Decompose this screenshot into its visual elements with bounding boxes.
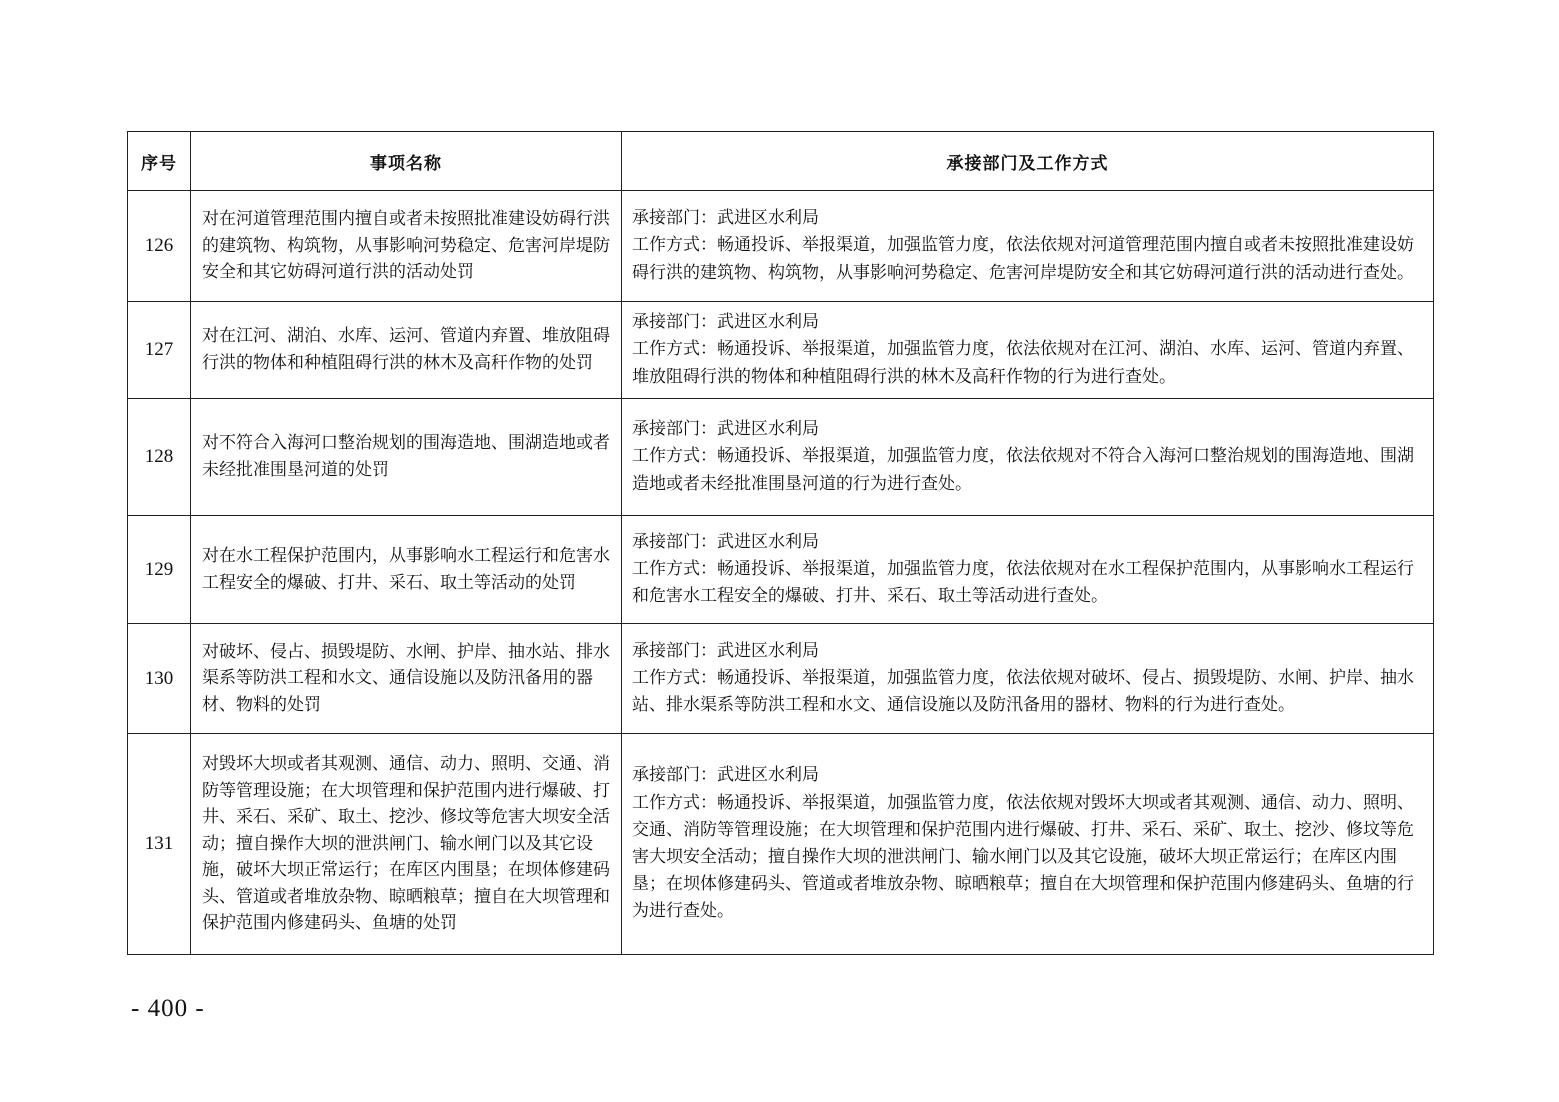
row-work-method: 工作方式：畅通投诉、举报渠道，加强监管力度，依法依规对在江河、湖泊、水库、运河、管道内弃置、堆放阻碍行洪的物体和种植阻碍行洪的林木及高秆作物的行为进行查处。 (632, 339, 1414, 387)
row-department: 承接部门：武进区水利局 (632, 531, 819, 552)
row-serial-number: 127 (128, 302, 191, 399)
row-serial-number: 131 (128, 734, 191, 955)
row-work-method: 工作方式：畅通投诉、举报渠道，加强监管力度，依法依规对在水工程保护范围内，从事影响水工程运行和危害水工程安全的爆破、打井、采石、取土等活动进行查处。 (632, 558, 1414, 607)
row-work-method: 工作方式：畅通投诉、举报渠道，加强监管力度，依法依规对河道管理范围内擅自或者未按照批准建设妨碍行洪的建筑物、构筑物，从事影响河势稳定、危害河岸堤防安全和其它妨碍河道行洪的活动进行查处。 (632, 235, 1414, 283)
row-serial-number: 129 (128, 516, 191, 624)
row-work-method: 工作方式：畅通投诉、举报渠道，加强监管力度，依法依规对毁坏大坝或者其观测、通信、动力、照明、交通、消防等管理设施；在大坝管理和保护范围内进行爆破、打井、采石、采矿、取土、挖沙、修坟等危害大坝安全活动；擅自操作大坝的泄洪闸门、输水闸门以及其它设施，破坏大坝正常运行；在库区内围垦；在坝体修建码头、管道或者堆放杂物、晾晒粮草；擅自在大坝管理和保护范围内修建码头、鱼塘的行为进行查处。 (632, 792, 1414, 922)
row-department-cell (622, 624, 1434, 734)
row-department: 承接部门：武进区水利局 (632, 765, 819, 786)
row-item-name: 对破坏、侵占、损毁堤防、水闸、护岸、抽水站、排水渠系等防洪工程和水文、通信设施以及防汛备用的器材、物料的处罚 (191, 624, 622, 734)
row-department: 承接部门：武进区水利局 (632, 208, 819, 229)
header-department-method: 承接部门及工作方式 (622, 132, 1434, 191)
row-item-name: 对不符合入海河口整治规划的围海造地、围湖造地或者未经批准围垦河道的处罚 (191, 399, 622, 516)
table-header-row (128, 132, 1434, 191)
row-item-name: 对毁坏大坝或者其观测、通信、动力、照明、交通、消防等管理设施；在大坝管理和保护范围内进行爆破、打井、采石、采矿、取土、挖沙、修坟等危害大坝安全活动；擅自操作大坝的泄洪闸门、输水闸门以及其它设施，破坏大坝正常运行；在库区内围垦；在坝体修建码头、管道或者堆放杂物、晾晒粮草；擅自在大坝管理和保护范围内修建码头、鱼塘的处罚 (191, 734, 622, 955)
header-serial-number: 序号 (128, 132, 191, 191)
row-department-cell (622, 191, 1434, 302)
table-row (128, 399, 1434, 516)
row-department-cell (622, 399, 1434, 516)
row-department-cell (622, 302, 1434, 399)
row-department-cell (622, 734, 1434, 955)
row-item-name: 对在河道管理范围内擅自或者未按照批准建设妨碍行洪的建筑物、构筑物，从事影响河势稳定、危害河岸堤防安全和其它妨碍河道行洪的活动处罚 (191, 191, 622, 302)
row-work-method: 工作方式：畅通投诉、举报渠道，加强监管力度，依法依规对不符合入海河口整治规划的围海造地、围湖造地或者未经批准围垦河道的行为进行查处。 (632, 446, 1414, 494)
row-item-name: 对在江河、湖泊、水库、运河、管道内弃置、堆放阻碍行洪的物体和种植阻碍行洪的林木及高秆作物的处罚 (191, 302, 622, 399)
row-serial-number: 128 (128, 399, 191, 516)
header-item-name: 事项名称 (191, 132, 622, 191)
row-work-method: 工作方式：畅通投诉、举报渠道，加强监管力度，依法依规对破坏、侵占、损毁堤防、水闸、护岸、抽水站、排水渠系等防洪工程和水文、通信设施以及防汛备用的器材、物料的行为进行查处。 (632, 667, 1414, 716)
table-row (128, 516, 1434, 624)
row-serial-number: 126 (128, 191, 191, 302)
row-department-cell (622, 516, 1434, 624)
page-number: - 400 - (131, 995, 205, 1022)
row-department: 承接部门：武进区水利局 (632, 640, 819, 661)
table-row (128, 191, 1434, 302)
row-department: 承接部门：武进区水利局 (632, 419, 819, 440)
row-item-name: 对在水工程保护范围内，从事影响水工程运行和危害水工程安全的爆破、打井、采石、取土等活动的处罚 (191, 516, 622, 624)
table-row (128, 734, 1434, 955)
items-table (127, 131, 1434, 955)
row-serial-number: 130 (128, 624, 191, 734)
table-row (128, 624, 1434, 734)
row-department: 承接部门：武进区水利局 (632, 312, 819, 333)
table-row (128, 302, 1434, 399)
